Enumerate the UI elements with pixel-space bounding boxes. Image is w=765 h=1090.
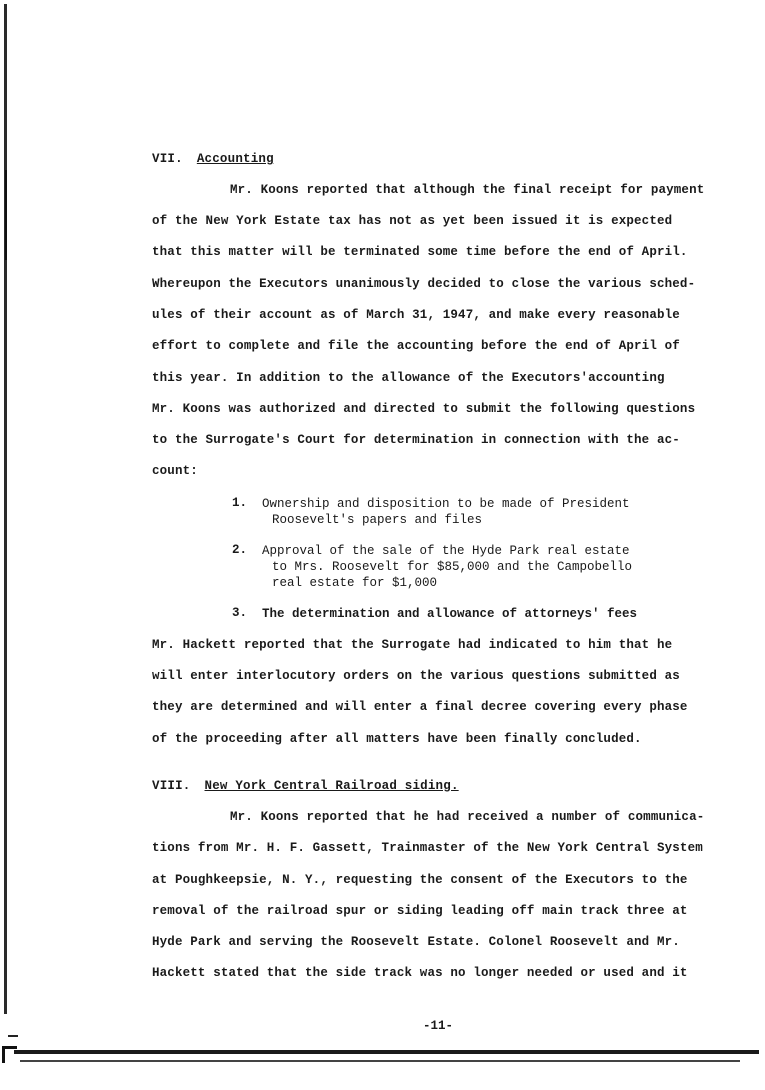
question-number: 2. <box>232 543 248 557</box>
section-vii-heading <box>152 152 274 166</box>
section-vii-title: Accounting <box>196 152 274 166</box>
paragraph-line: at Poughkeepsie, N. Y., requesting the consent of the Executors to the <box>152 873 688 887</box>
corner-bracket <box>2 1046 17 1063</box>
paragraph-line: of the New York Estate tax has not as yet been issued it is expected <box>152 214 673 228</box>
paragraph-line: count: <box>152 464 198 478</box>
paragraph-line: Hackett stated that the side track was no longer needed or used and it <box>152 966 688 980</box>
paragraph-line: to the Surrogate's Court for determination in connection with the ac- <box>152 433 680 447</box>
section-viii-title: New York Central Railroad siding. <box>204 779 459 793</box>
question-line: to Mrs. Roosevelt for $85,000 and the Campobello <box>272 560 633 574</box>
question-line: Ownership and disposition to be made of President <box>262 497 630 511</box>
margin-dash <box>8 1035 18 1037</box>
question-number: 1. <box>232 496 248 510</box>
paragraph-line: they are determined and will enter a final decree covering every phase <box>152 700 688 714</box>
paragraph-line: will enter interlocutory orders on the various questions submitted as <box>152 669 680 683</box>
paragraph-line: this year. In addition to the allowance of the Executors'accounting <box>152 371 665 385</box>
paragraph-line: Whereupon the Executors unanimously decided to close the various sched- <box>152 277 696 291</box>
question-line: Approval of the sale of the Hyde Park real estate <box>262 544 630 558</box>
paragraph-line: Mr. Hackett reported that the Surrogate had indicated to him that he <box>152 638 673 652</box>
left-margin-rule <box>4 4 7 1014</box>
bottom-rule <box>14 1050 759 1054</box>
question-text <box>262 543 632 591</box>
paragraph-line: effort to complete and file the accounting before the end of April of <box>152 339 680 353</box>
paragraph-line: that this matter will be terminated some time before the end of April. <box>152 245 688 259</box>
paragraph-line: tions from Mr. H. F. Gassett, Trainmaster of the New York Central System <box>152 841 703 855</box>
question-line: The determination and allowance of attorneys' fees <box>262 607 638 621</box>
paragraph-line: of the proceeding after all matters have been finally concluded. <box>152 732 642 746</box>
paragraph-line: Mr. Koons reported that although the final receipt for payment <box>230 183 705 197</box>
question-number: 3. <box>232 606 248 620</box>
bottom-rule-secondary <box>20 1060 740 1062</box>
section-vii-number: VII. <box>152 152 183 166</box>
question-line: real estate for $1,000 <box>272 576 438 590</box>
section-viii-heading <box>152 779 459 793</box>
question-text <box>262 606 637 622</box>
left-margin-mark <box>5 170 7 260</box>
question-text <box>262 496 630 528</box>
paragraph-line: removal of the railroad spur or siding leading off main track three at <box>152 904 688 918</box>
question-line: Roosevelt's papers and files <box>272 513 483 527</box>
paragraph-line: Hyde Park and serving the Roosevelt Estate. Colonel Roosevelt and Mr. <box>152 935 680 949</box>
paragraph-line: Mr. Koons was authorized and directed to submit the following questions <box>152 402 696 416</box>
paragraph-line: ules of their account as of March 31, 1947, and make every reasonable <box>152 308 680 322</box>
paragraph-line: Mr. Koons reported that he had received a number of communica- <box>230 810 705 824</box>
page-number: -11- <box>423 1019 454 1033</box>
section-viii-number: VIII. <box>152 779 191 793</box>
